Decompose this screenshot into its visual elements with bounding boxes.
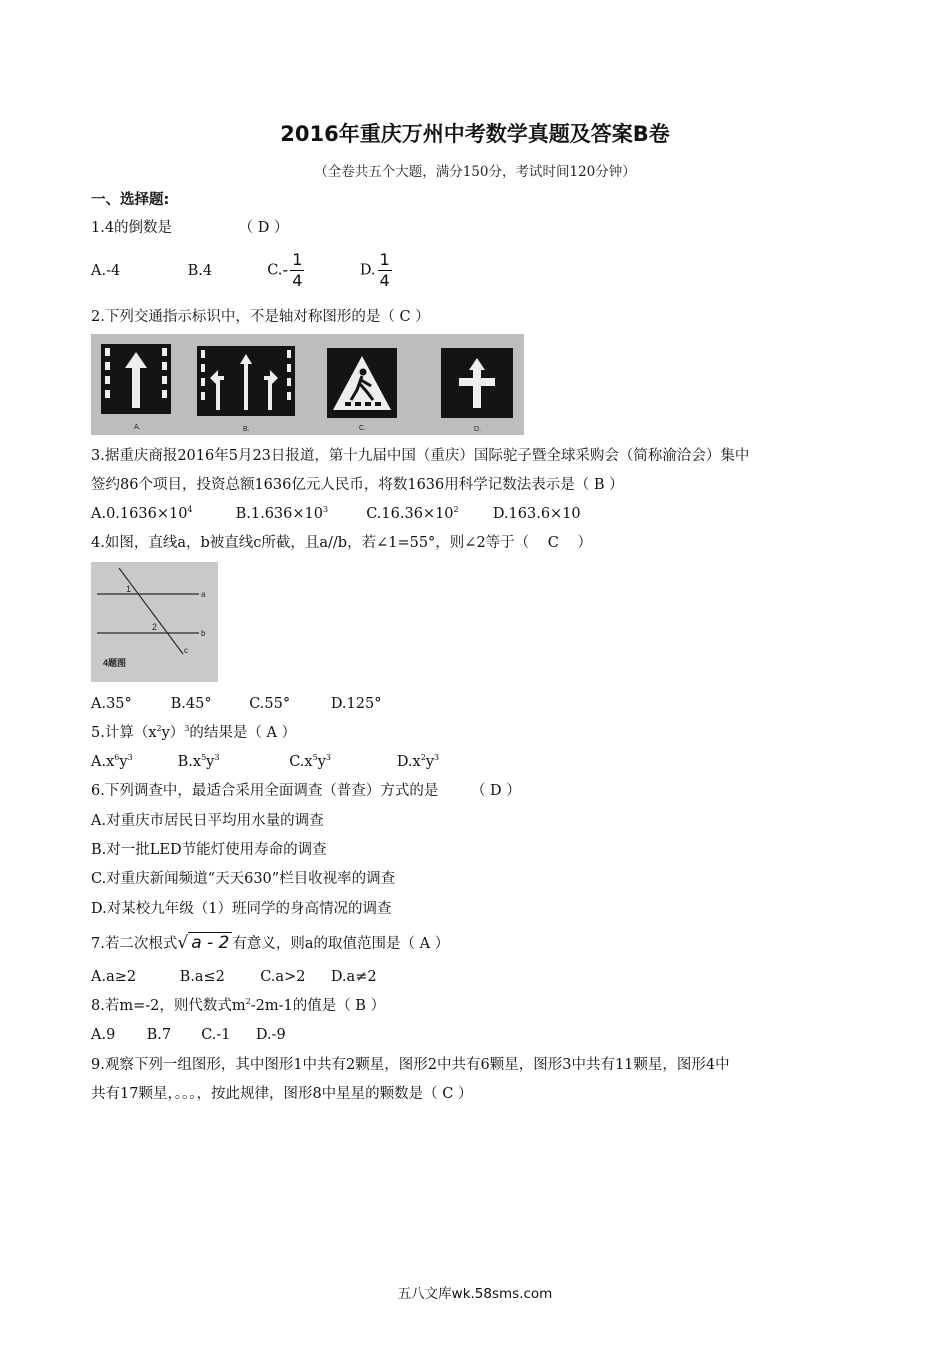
sign-label-b: B. xyxy=(243,426,250,433)
question-6-answer: （ D ） xyxy=(470,783,521,799)
option-b: B.45° xyxy=(170,696,212,712)
question-8-options xyxy=(91,1025,286,1045)
option-d: D.-9 xyxy=(255,1027,286,1043)
option-c: $C.x^5y^3$ xyxy=(289,753,331,770)
question-7: 7.若二次根式√ a - 2 有意义，则a的取值范围是（ A ） xyxy=(91,933,450,953)
option-b: B.4 xyxy=(187,262,213,279)
option-d: $D.x^2y^3$ xyxy=(396,753,440,770)
fraction: $\frac{1}{4}$ xyxy=(379,250,390,290)
sign-a-straight-arrow-icon xyxy=(101,344,171,414)
question-4: 4.如图，直线a，b被直线c所截，且a//b，若∠1=55°，则∠2等于（ C ） xyxy=(91,535,593,551)
question-5-options xyxy=(91,752,439,772)
question-6-option-a: A.对重庆市居民日平均用水量的调查 xyxy=(91,813,324,829)
option-d: D.a≠2 xyxy=(330,969,377,985)
section-heading: 一、选择题: xyxy=(91,192,170,208)
option-a: A.-4 xyxy=(91,262,121,279)
question-5: 5.计算$(x^2y)^3$的结果是（ A ） xyxy=(91,724,297,741)
angle-1-label: 1 xyxy=(126,584,132,594)
parallel-lines-figure xyxy=(91,562,218,682)
question-6-option-c: C.对重庆新闻频道“天天630”栏目收视率的调查 xyxy=(91,871,396,887)
option-b: $B.1.636\times 10^3$ xyxy=(235,505,329,522)
option-a: $A.x^6y^3$ xyxy=(91,753,133,770)
page-subtitle: （全卷共五个大题，满分150分，考试时间120分钟） xyxy=(314,164,636,180)
sign-b-lane-arrows-icon xyxy=(197,346,295,416)
sign-label-c: C. xyxy=(359,425,366,432)
option-c: C.55° xyxy=(249,696,291,712)
option-b: B.a≤2 xyxy=(179,969,225,985)
angle-2-label: 2 xyxy=(152,622,158,632)
option-a: A.35° xyxy=(91,696,132,712)
option-a: A.9 xyxy=(91,1027,116,1043)
option-a: A.a≥2 xyxy=(91,969,137,985)
option-c: C.a>2 xyxy=(260,969,306,985)
option-b: $B.x^5y^3$ xyxy=(177,753,220,770)
question-4-options xyxy=(91,694,381,714)
question-1-answer: （ D ） xyxy=(238,220,289,236)
option-d: D.163.6×10 xyxy=(492,506,581,522)
line-a-label: a xyxy=(201,590,206,599)
square-root-expression: √ a - 2 xyxy=(177,931,232,955)
question-7-options xyxy=(91,967,377,987)
sign-c-pedestrian-crossing-icon xyxy=(327,348,397,418)
question-6-option-b: B.对一批LED节能灯使用寿命的调查 xyxy=(91,842,327,858)
question-1-text: 1.4的倒数是 xyxy=(91,220,173,236)
question-1 xyxy=(91,218,289,238)
sign-label-d: D. xyxy=(474,426,481,433)
question-9-line-2: 共有17颗星，。。。，按此规律，图形8中星星的颗数是（ C ） xyxy=(91,1086,473,1102)
footer-watermark: 五八文库wk.58sms.com xyxy=(397,1286,553,1302)
question-6-option-d: D.对某校九年级（1）班同学的身高情况的调查 xyxy=(91,901,392,917)
sign-label-a: A. xyxy=(134,424,141,431)
page-title: 2016年重庆万州中考数学真题及答案B卷 xyxy=(280,122,670,146)
question-9-line-1: 9.观察下列一组图形，其中图形1中共有2颗星，图形2中共有6颗星，图形3中共有11颗星，图形4中 xyxy=(91,1057,730,1073)
question-8: 8.若m=-2，则代数式$m^2-2m-1$的值是（ B ） xyxy=(91,997,386,1014)
option-c: C.-1 xyxy=(201,1027,231,1043)
option-a: $A.0.1636\times 10^4$ xyxy=(91,505,193,522)
question-6: 6.下列调查中，最适合采用全面调查（普查）方式的是 （ D ） xyxy=(91,783,521,799)
question-4-answer: C xyxy=(547,535,559,551)
option-c: $C.16.36\times 10^2$ xyxy=(366,505,459,522)
traffic-signs-image xyxy=(91,334,524,435)
line-b-label: b xyxy=(201,629,206,638)
question-3-line-2: 签约86个项目，投资总额1636亿元人民币，将数1636用科学记数法表示是（ B ） xyxy=(91,477,624,493)
question-2: 2.下列交通指示标识中，不是轴对称图形的是（ C ） xyxy=(91,309,430,325)
option-b: B.7 xyxy=(146,1027,172,1043)
question-3-options xyxy=(91,504,581,524)
line-c-label: c xyxy=(184,646,188,655)
option-d: D. $\frac{1}{4}$ xyxy=(359,250,390,290)
fraction: $\frac{1}{4}$ xyxy=(292,250,303,290)
figure-caption: 4题图 xyxy=(103,658,127,668)
option-c: C.- $\frac{1}{4}$ xyxy=(267,250,303,290)
sign-d-crossroad-icon xyxy=(441,348,513,418)
question-3-line-1: 3.据重庆商报2016年5月23日报道，第十九届中国（重庆）国际驼子暨全球采购会（简称渝洽会）集中 xyxy=(91,448,750,464)
question-1-options xyxy=(91,250,394,294)
option-d: D.125° xyxy=(330,696,382,712)
